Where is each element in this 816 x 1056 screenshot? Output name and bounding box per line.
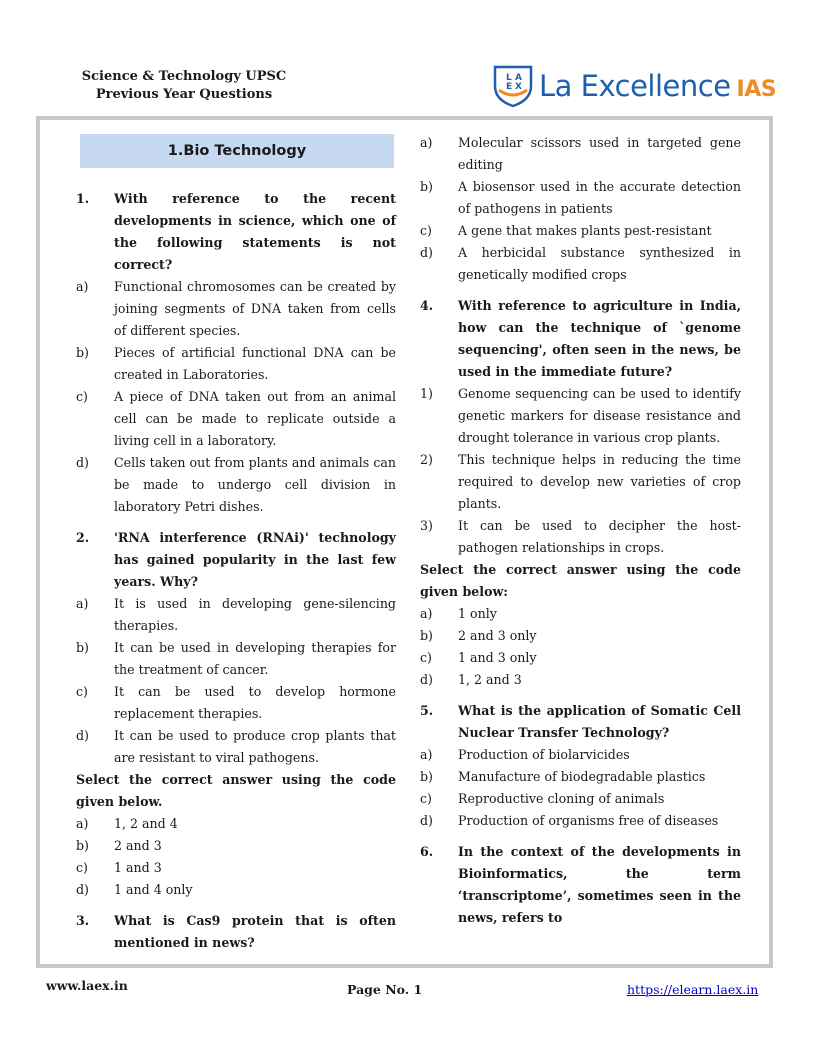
option-label: a) <box>420 747 433 762</box>
answer-option <box>420 242 741 286</box>
question-text: 'RNA interference (RNAi)' technology has gained popularity in the last few years. Why? <box>114 530 396 589</box>
logo-wordmark <box>539 69 776 103</box>
option-label: c) <box>76 389 88 404</box>
option-label: a) <box>76 279 89 294</box>
option-label: a) <box>76 816 89 831</box>
option-text: Reproductive cloning of animals <box>458 791 665 806</box>
option-text: Manufacture of biodegradable plastics <box>458 769 706 784</box>
answer-option <box>76 593 396 637</box>
option-label: b) <box>76 838 89 853</box>
logo-name: La Excellence <box>539 69 731 103</box>
question-number: 3. <box>76 913 90 928</box>
option-label: c) <box>420 223 432 238</box>
option-text: It can be used to develop hormone replacement therapies. <box>114 684 396 721</box>
answer-option <box>76 725 396 769</box>
answer-option <box>76 813 396 835</box>
option-text: 2 and 3 only <box>458 628 537 643</box>
option-label: 3) <box>420 518 433 533</box>
option-label: 1) <box>420 386 433 401</box>
answer-option <box>420 788 741 810</box>
option-label: b) <box>76 345 89 360</box>
option-text: This technique helps in reducing the time required to develop new varieties of crop plants. <box>458 452 741 511</box>
option-label: d) <box>76 455 89 470</box>
question-number: 4. <box>420 298 434 313</box>
question-text: With reference to the recent developments in science, which one of the following statements is not correct? <box>114 191 396 272</box>
question-number: 6. <box>420 844 434 859</box>
answer-option <box>420 220 741 242</box>
option-text: Production of organisms free of diseases <box>458 813 719 828</box>
option-label: d) <box>420 245 433 260</box>
header-subtitle: Previous Year Questions <box>95 87 273 102</box>
answer-option <box>76 681 396 725</box>
question-text: In the context of the developments in Bioinformatics, the term ‘transcriptome’, sometimes seen in the news, refers to <box>458 844 741 925</box>
option-label: d) <box>76 728 89 743</box>
answer-option <box>76 342 396 386</box>
option-text: Genome sequencing can be used to identify genetic markers for disease resistance and drought tolerance in various crop plants. <box>458 386 741 445</box>
question-text: What is the application of Somatic Cell Nuclear Transfer Technology? <box>458 703 741 740</box>
page-number: Page No. 1 <box>347 982 423 997</box>
option-text: 1 and 3 only <box>458 650 537 665</box>
answer-option <box>420 625 741 647</box>
option-text: 1, 2 and 4 <box>114 816 178 831</box>
option-text: Functional chromosomes can be created by joining segments of DNA taken from cells of different species. <box>114 279 396 338</box>
answer-option <box>420 132 741 176</box>
question-number: 1. <box>76 191 90 206</box>
answer-option <box>76 386 396 452</box>
option-label: c) <box>420 650 432 665</box>
option-label: b) <box>420 179 433 194</box>
answer-option <box>76 452 396 518</box>
answer-option <box>420 515 741 559</box>
option-text: Pieces of artificial functional DNA can be created in Laboratories. <box>114 345 396 382</box>
option-label: d) <box>76 882 89 897</box>
shield-letter: X <box>515 82 522 92</box>
shield-letter: E <box>506 82 513 92</box>
option-text: It can be used to decipher the host-pathogen relationships in crops. <box>458 518 741 555</box>
option-text: A gene that makes plants pest-resistant <box>458 223 712 238</box>
answer-option <box>420 647 741 669</box>
header-subject: Science & Technology UPSC <box>81 69 287 84</box>
answer-instruction: Select the correct answer using the code given below: <box>420 562 741 599</box>
option-label: b) <box>420 628 433 643</box>
answer-option <box>76 857 396 879</box>
answer-option <box>76 276 396 342</box>
question-text: With reference to agriculture in India, how can the technique of `genome sequencing', often seen in the news, be used in the immediate future? <box>458 298 741 379</box>
footer-link[interactable]: https://elearn.laex.in <box>627 982 759 997</box>
option-text: A piece of DNA taken out from an animal cell can be made to replicate outside a living cell in a laboratory. <box>114 389 396 448</box>
option-text: Cells taken out from plants and animals can be made to undergo cell division in laboratory Petri dishes. <box>114 455 396 514</box>
shield-letter: L <box>506 73 512 83</box>
answer-instruction: Select the correct answer using the code given below. <box>76 772 396 809</box>
option-label: c) <box>76 860 88 875</box>
shield-letter: A <box>515 73 522 83</box>
option-text: It can be used to produce crop plants that are resistant to viral pathogens. <box>114 728 396 765</box>
brand-logo <box>493 64 776 108</box>
question <box>420 841 741 929</box>
answer-option <box>420 810 741 832</box>
option-text: Molecular scissors used in targeted gene editing <box>458 135 741 172</box>
option-text: 1 and 4 only <box>114 882 193 897</box>
answer-option <box>420 766 741 788</box>
question <box>420 295 741 383</box>
answer-option <box>76 637 396 681</box>
option-label: a) <box>76 596 89 611</box>
question <box>76 188 396 276</box>
option-text: Production of biolarvicides <box>458 747 630 762</box>
right-column <box>420 132 741 929</box>
option-label: d) <box>420 813 433 828</box>
option-text: 1 only <box>458 606 497 621</box>
question-number: 2. <box>76 530 90 545</box>
answer-option <box>420 669 741 691</box>
option-text: 1 and 3 <box>114 860 162 875</box>
answer-option <box>76 835 396 857</box>
answer-option <box>420 449 741 515</box>
document-header <box>64 68 304 104</box>
option-text: It can be used in developing therapies for the treatment of cancer. <box>114 640 396 677</box>
option-text: A biosensor used in the accurate detection of pathogens in patients <box>458 179 741 216</box>
option-label: 2) <box>420 452 433 467</box>
shield-emblem-icon <box>493 64 533 108</box>
option-text: 1, 2 and 3 <box>458 672 522 687</box>
option-label: a) <box>420 135 433 150</box>
question <box>76 910 396 954</box>
answer-option <box>420 176 741 220</box>
question-number: 5. <box>420 703 434 718</box>
footer-website: www.laex.in <box>46 978 128 993</box>
option-text: It is used in developing gene-silencing therapies. <box>114 596 396 633</box>
answer-option <box>420 383 741 449</box>
option-label: d) <box>420 672 433 687</box>
answer-option <box>420 603 741 625</box>
logo-suffix: IAS <box>736 77 777 102</box>
question <box>420 700 741 744</box>
question-text: What is Cas9 protein that is often mentioned in news? <box>114 913 396 950</box>
section-title: 1.Bio Technology <box>80 134 394 168</box>
option-label: c) <box>420 791 432 806</box>
answer-option <box>420 744 741 766</box>
option-label: b) <box>76 640 89 655</box>
question <box>76 527 396 593</box>
left-column <box>76 134 396 954</box>
option-label: c) <box>76 684 88 699</box>
option-label: a) <box>420 606 433 621</box>
option-text: A herbicidal substance synthesized in genetically modified crops <box>458 245 741 282</box>
answer-option <box>76 879 396 901</box>
option-text: 2 and 3 <box>114 838 162 853</box>
option-label: b) <box>420 769 433 784</box>
